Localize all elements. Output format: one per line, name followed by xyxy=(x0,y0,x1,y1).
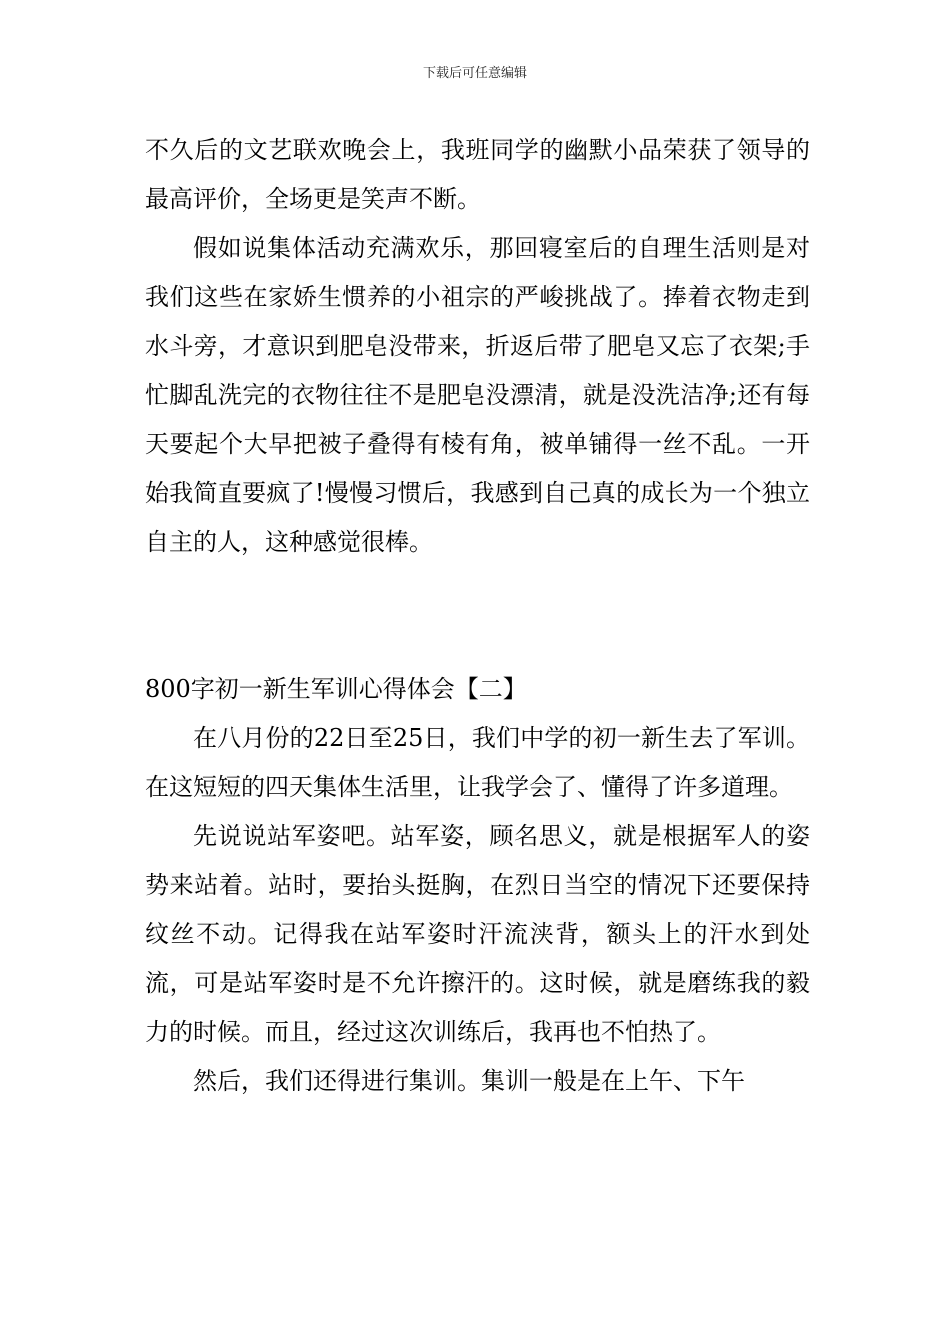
paragraph-training: 然后，我们还得进行集训。集训一般是在上午、下午 xyxy=(193,1067,745,1095)
document-body xyxy=(145,126,810,1106)
paragraph-dorm-life: 假如说集体活动充满欢乐，那回寝室后的自理生活则是对我们这些在家娇生惯养的小祖宗的严峻挑战了。捧着衣物走到水斗旁，才意识到肥皂没带来，折返后带了肥皂又忘了衣架;手忙脚乱洗完的衣物往往不是肥皂没漂清，就是没洗洁净;还有每天要起个大早把被子叠得有棱有角，被单铺得一丝不乱。一开始我简直要疯了!慢慢习惯后，我感到自己真的成长为一个独立自主的人，这种感觉很棒。 xyxy=(145,234,810,556)
paragraph-standing-posture: 先说说站军姿吧。站军姿，顾名思义，就是根据军人的姿势来站着。站时，要抬头挺胸，在烈日当空的情况下还要保持纹丝不动。记得我在站军姿时汗流浃背，额头上的汗水到处流，可是站军姿时是不允许擦汗的。这时候，就是磨练我的毅力的时候。而且，经过这次训练后，我再也不怕热了。 xyxy=(145,822,810,1046)
section-title: 800字初一新生军训心得体会【二】 xyxy=(145,675,527,703)
paragraph-continuation: 不久后的文艺联欢晚会上，我班同学的幽默小品荣获了领导的最高评价，全场更是笑声不断。 xyxy=(145,136,810,213)
section-gap xyxy=(145,567,810,665)
header-note: 下载后可任意编辑 xyxy=(422,66,527,81)
paragraph-intro: 在八月份的22日至25日，我们中学的初一新生去了军训。在这短短的四天集体生活里，让我学会了、懂得了许多道理。 xyxy=(145,724,810,801)
